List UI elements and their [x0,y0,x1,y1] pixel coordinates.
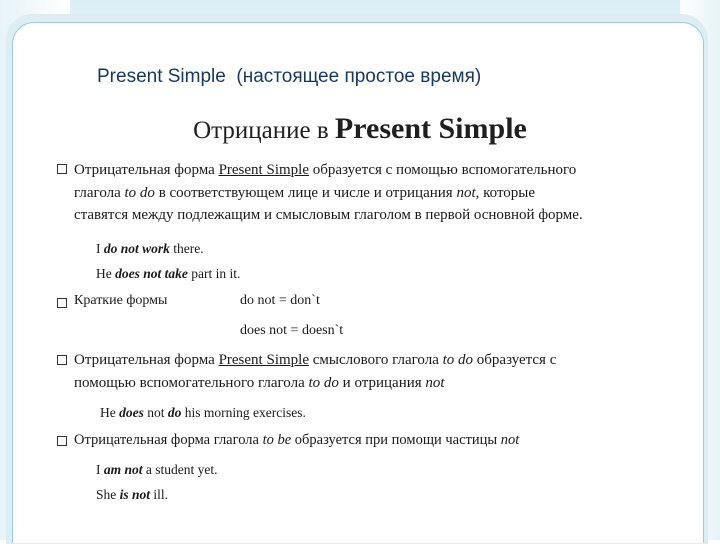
slide-subtitle [0,112,720,146]
example-emphasis: does [119,405,144,420]
rule1-text: образуется с помощью вспомогательного [308,162,577,178]
example-emphasis: do [167,405,182,420]
rule3-line [74,429,714,452]
rule3-text: Отрицательная форма глагола [74,432,263,448]
rule2-not: not [425,374,445,391]
example-text: He [96,266,116,281]
example-line [96,487,168,503]
example-text: She [96,487,120,502]
square-bullet-icon [57,355,67,365]
example-line [96,462,218,478]
example-line [100,405,306,421]
rule2-line2 [74,372,714,395]
subtitle-main: Present Simple [334,112,527,145]
rule1-text: в соответствующем лице и числе и отрицания [154,184,457,201]
rule2-to-do: to do [442,352,474,368]
header-title: Present Simple (настоящее простое время) [97,66,482,87]
rule1-line3: ставятся между подлежащим и смысловым глаголом в первой основной форме. [74,207,583,223]
rule1-to-do: to do [124,184,155,201]
rule3-text: образуется при помощи частицы [291,432,501,448]
example-emphasis: am not [103,462,143,477]
rule1-not: not [456,184,476,201]
rule2-to-do: to do [308,374,339,391]
example-text: his morning exercises. [181,405,306,420]
rule1-line2 [74,182,714,205]
rule1-line1 [74,159,714,182]
rule2-present-simple: Present Simple [218,352,309,368]
square-bullet-icon [57,436,67,446]
example-text: there. [169,241,204,256]
example-emphasis: do not work [103,241,170,256]
rule2-text: Отрицательная форма [74,352,219,368]
short-form-1: do not = don`t [240,293,320,308]
example-line [96,266,240,282]
rule3-to-be: to be [262,432,292,448]
short-form-2: does not = doesn`t [240,323,344,338]
example-text: He [100,405,120,420]
example-text: ill. [150,487,169,502]
rule2-paragraph [74,349,714,394]
example-text: I [96,241,104,256]
rule2-text: смыслового глагола [308,352,443,368]
example-emphasis: is not [119,487,151,502]
example-emphasis: does not take [115,266,188,281]
rule1-present-simple: Present Simple [218,162,309,178]
rule2-line1 [74,349,714,372]
rule1-text: Отрицательная форма [74,162,219,178]
rule2-text: помощью вспомогательного глагола [74,374,309,391]
short-forms-label: Краткие формы [74,293,168,308]
rule1-text: глагола [74,184,125,201]
example-line [96,241,204,257]
rule2-text: и отрицания [338,374,426,391]
square-bullet-icon [57,164,67,174]
example-text: I [96,462,104,477]
subtitle-prefix: Отрицание в [193,117,335,144]
rule1-text: , которые [475,184,536,201]
square-bullet-icon [57,298,67,308]
example-text: part in it. [187,266,241,281]
example-text: a student yet. [142,462,218,477]
rule3-not: not [500,432,520,448]
rule1-paragraph [74,159,714,227]
rule2-text: образуется с [473,352,557,368]
example-text: not [143,405,168,420]
